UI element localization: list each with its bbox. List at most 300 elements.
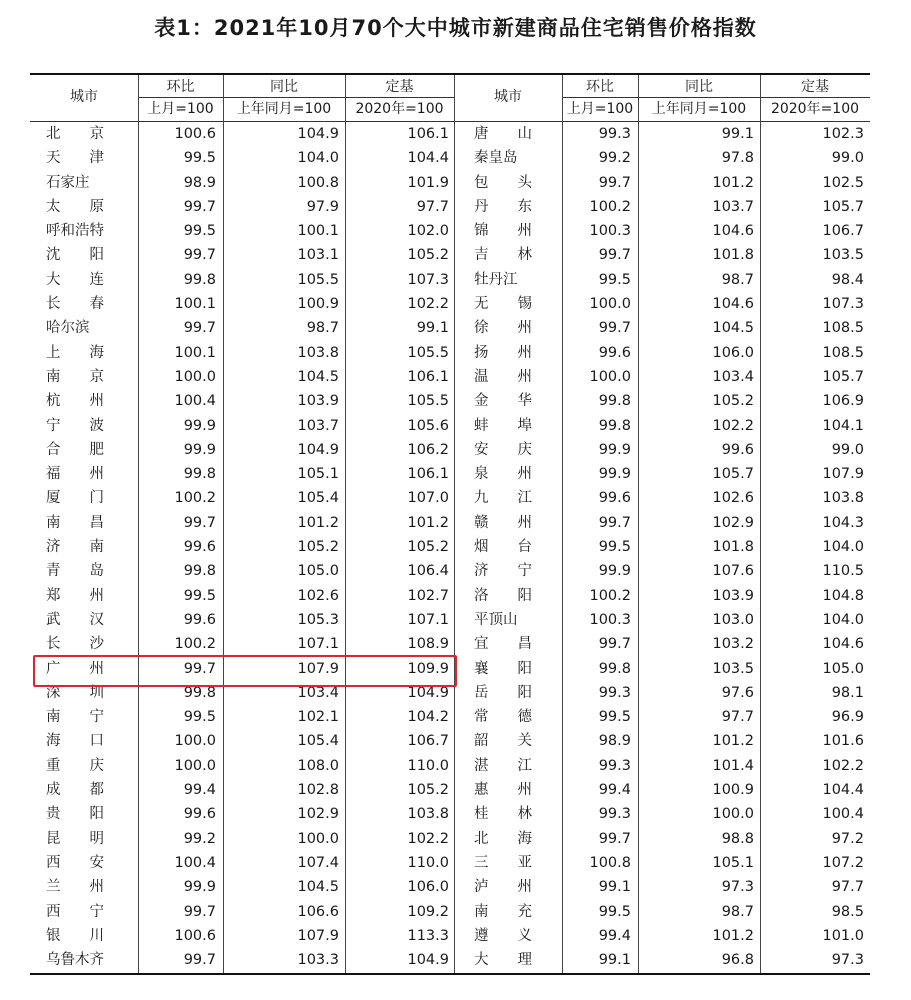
mom-cell-left: 99.7 bbox=[183, 247, 216, 264]
mom-cell-right: 99.3 bbox=[598, 126, 631, 142]
city-cell-right: 温 州 bbox=[474, 368, 532, 385]
base-cell-left: 106.2 bbox=[407, 441, 449, 458]
city-cell-left: 沈 阳 bbox=[46, 247, 104, 264]
yoy-cell-right: 103.5 bbox=[712, 660, 754, 677]
table-row bbox=[30, 900, 870, 924]
table-row bbox=[30, 365, 870, 389]
mom-cell-right: 100.0 bbox=[589, 296, 631, 313]
header-yoy-sub-right: 上年同月=100 bbox=[651, 101, 747, 117]
yoy-cell-right: 101.8 bbox=[712, 247, 754, 264]
base-cell-left: 106.1 bbox=[407, 466, 449, 483]
yoy-cell-left: 104.9 bbox=[297, 441, 339, 458]
base-cell-left: 107.0 bbox=[407, 490, 449, 507]
header-city-left: 城市 bbox=[70, 89, 98, 105]
base-cell-right: 104.4 bbox=[822, 782, 864, 799]
mom-cell-right: 99.7 bbox=[598, 636, 631, 653]
city-cell-left: 上 海 bbox=[46, 344, 104, 361]
mom-cell-right: 99.1 bbox=[598, 952, 631, 969]
base-cell-left: 102.7 bbox=[407, 587, 449, 604]
city-cell-left: 广 州 bbox=[46, 660, 104, 677]
table-row bbox=[30, 122, 870, 146]
yoy-cell-left: 102.1 bbox=[297, 709, 339, 726]
base-cell-right: 107.2 bbox=[822, 854, 864, 871]
base-cell-right: 110.5 bbox=[822, 563, 864, 580]
mom-cell-right: 99.8 bbox=[598, 417, 631, 434]
city-cell-right: 三 亚 bbox=[474, 854, 532, 871]
mom-cell-right: 100.2 bbox=[589, 198, 631, 215]
city-cell-left: 西 宁 bbox=[46, 903, 104, 920]
mom-cell-right: 99.5 bbox=[598, 709, 631, 726]
yoy-cell-right: 107.6 bbox=[712, 563, 754, 580]
mom-cell-left: 99.8 bbox=[183, 563, 216, 580]
city-cell-left: 银 川 bbox=[46, 927, 104, 944]
city-cell-right: 安 庆 bbox=[474, 441, 532, 458]
table-row bbox=[30, 608, 870, 632]
table-body bbox=[30, 122, 870, 972]
header-base-left: 定基 bbox=[385, 79, 414, 95]
base-cell-right: 96.9 bbox=[831, 709, 864, 726]
mom-cell-left: 99.5 bbox=[183, 223, 216, 240]
base-cell-right: 104.0 bbox=[822, 539, 864, 556]
table-row bbox=[30, 875, 870, 899]
base-cell-left: 108.9 bbox=[407, 636, 449, 653]
table-row bbox=[30, 535, 870, 559]
mom-cell-right: 99.3 bbox=[598, 806, 631, 823]
base-cell-left: 105.2 bbox=[407, 782, 449, 799]
yoy-cell-right: 105.2 bbox=[712, 393, 754, 410]
yoy-cell-left: 102.8 bbox=[297, 782, 339, 799]
header-mid-rule-right bbox=[562, 97, 870, 98]
city-cell-left: 呼和浩特 bbox=[46, 223, 104, 240]
base-cell-left: 105.2 bbox=[407, 247, 449, 264]
mom-cell-right: 99.3 bbox=[598, 757, 631, 774]
mom-cell-left: 100.6 bbox=[174, 126, 216, 142]
base-cell-right: 102.5 bbox=[822, 174, 864, 191]
base-cell-left: 105.2 bbox=[407, 539, 449, 556]
header-mom-sub-left: 上月=100 bbox=[147, 101, 214, 117]
mom-cell-left: 100.0 bbox=[174, 368, 216, 385]
city-cell-left: 宁 波 bbox=[46, 417, 104, 434]
city-cell-right: 蚌 埠 bbox=[474, 417, 532, 434]
city-cell-left: 福 州 bbox=[46, 466, 104, 483]
header-city-right: 城市 bbox=[494, 89, 522, 105]
mom-cell-right: 99.9 bbox=[598, 441, 631, 458]
base-cell-left: 110.0 bbox=[407, 854, 449, 871]
yoy-cell-right: 106.0 bbox=[712, 344, 754, 361]
base-cell-right: 105.0 bbox=[822, 660, 864, 677]
mom-cell-left: 100.0 bbox=[174, 733, 216, 750]
yoy-cell-left: 105.4 bbox=[297, 490, 339, 507]
city-cell-left: 海 口 bbox=[46, 733, 104, 750]
table-row bbox=[30, 754, 870, 778]
mom-cell-left: 99.7 bbox=[183, 903, 216, 920]
yoy-cell-right: 103.0 bbox=[712, 611, 754, 628]
city-cell-left: 哈尔滨 bbox=[46, 320, 90, 337]
table-row bbox=[30, 851, 870, 875]
city-cell-left: 长 春 bbox=[46, 296, 104, 313]
yoy-cell-right: 97.8 bbox=[721, 150, 754, 167]
table-row bbox=[30, 341, 870, 365]
base-cell-right: 103.8 bbox=[822, 490, 864, 507]
yoy-cell-left: 107.1 bbox=[297, 636, 339, 653]
city-cell-right: 徐 州 bbox=[474, 320, 532, 337]
table-row bbox=[30, 414, 870, 438]
yoy-cell-right: 101.2 bbox=[712, 174, 754, 191]
city-cell-right: 平顶山 bbox=[474, 611, 518, 628]
city-cell-right: 赣 州 bbox=[474, 514, 532, 531]
city-cell-left: 太 原 bbox=[46, 198, 104, 215]
base-cell-right: 103.5 bbox=[822, 247, 864, 264]
city-cell-right: 金 华 bbox=[474, 393, 532, 410]
city-cell-left: 杭 州 bbox=[46, 393, 104, 410]
mom-cell-left: 99.2 bbox=[183, 830, 216, 847]
base-cell-right: 106.7 bbox=[822, 223, 864, 240]
city-cell-right: 牡丹江 bbox=[474, 271, 518, 288]
base-cell-left: 107.3 bbox=[407, 271, 449, 288]
mom-cell-left: 99.5 bbox=[183, 587, 216, 604]
base-cell-right: 97.3 bbox=[831, 952, 864, 969]
base-cell-left: 102.2 bbox=[407, 296, 449, 313]
city-cell-left: 青 岛 bbox=[46, 563, 104, 580]
table-row bbox=[30, 171, 870, 195]
base-cell-right: 106.9 bbox=[822, 393, 864, 410]
yoy-cell-left: 102.9 bbox=[297, 806, 339, 823]
yoy-cell-left: 104.9 bbox=[297, 126, 339, 142]
city-cell-right: 南 充 bbox=[474, 903, 532, 920]
city-cell-right: 丹 东 bbox=[474, 198, 532, 215]
city-cell-right: 襄 阳 bbox=[474, 660, 532, 677]
base-cell-right: 107.9 bbox=[822, 466, 864, 483]
yoy-cell-left: 103.9 bbox=[297, 393, 339, 410]
city-cell-left: 济 南 bbox=[46, 539, 104, 556]
city-cell-right: 桂 林 bbox=[474, 806, 532, 823]
base-cell-right: 104.0 bbox=[822, 611, 864, 628]
city-cell-right: 惠 州 bbox=[474, 782, 532, 799]
yoy-cell-left: 104.0 bbox=[297, 150, 339, 167]
yoy-cell-left: 104.5 bbox=[297, 368, 339, 385]
yoy-cell-left: 104.5 bbox=[297, 879, 339, 896]
table-row bbox=[30, 316, 870, 340]
header-sub-row bbox=[30, 99, 870, 119]
city-cell-right: 北 海 bbox=[474, 830, 532, 847]
mom-cell-left: 100.4 bbox=[174, 393, 216, 410]
city-cell-left: 昆 明 bbox=[46, 830, 104, 847]
table-row bbox=[30, 729, 870, 753]
header-yoy-left: 同比 bbox=[270, 79, 298, 95]
city-cell-right: 济 宁 bbox=[474, 563, 532, 580]
mom-cell-right: 100.3 bbox=[589, 223, 631, 240]
yoy-cell-right: 98.7 bbox=[721, 271, 754, 288]
city-cell-right: 常 德 bbox=[474, 709, 532, 726]
table-row bbox=[30, 584, 870, 608]
city-cell-right: 秦皇岛 bbox=[474, 150, 518, 167]
mom-cell-left: 100.0 bbox=[174, 757, 216, 774]
mom-cell-right: 99.5 bbox=[598, 539, 631, 556]
header-base-sub-left: 2020年=100 bbox=[355, 101, 444, 117]
city-cell-left: 成 都 bbox=[46, 782, 104, 799]
city-cell-left: 兰 州 bbox=[46, 879, 104, 896]
mom-cell-left: 100.1 bbox=[174, 296, 216, 313]
base-cell-left: 106.4 bbox=[407, 563, 449, 580]
mom-cell-left: 99.5 bbox=[183, 709, 216, 726]
mom-cell-right: 99.7 bbox=[598, 320, 631, 337]
base-cell-left: 101.9 bbox=[407, 174, 449, 191]
mom-cell-left: 99.7 bbox=[183, 514, 216, 531]
mom-cell-left: 99.7 bbox=[183, 198, 216, 215]
base-cell-right: 102.3 bbox=[822, 126, 864, 142]
header-mid-rule-left bbox=[138, 97, 454, 98]
city-cell-right: 泸 州 bbox=[474, 879, 532, 896]
yoy-cell-left: 105.2 bbox=[297, 539, 339, 556]
mom-cell-left: 99.7 bbox=[183, 660, 216, 677]
base-cell-left: 104.4 bbox=[407, 150, 449, 167]
base-cell-left: 106.0 bbox=[407, 879, 449, 896]
mom-cell-right: 100.8 bbox=[589, 854, 631, 871]
table-row bbox=[30, 705, 870, 729]
mom-cell-left: 100.2 bbox=[174, 490, 216, 507]
city-cell-right: 泉 州 bbox=[474, 466, 532, 483]
yoy-cell-left: 108.0 bbox=[297, 757, 339, 774]
city-cell-left: 西 安 bbox=[46, 854, 104, 871]
table-row bbox=[30, 292, 870, 316]
table-row bbox=[30, 948, 870, 972]
city-cell-right: 宜 昌 bbox=[474, 636, 532, 653]
mom-cell-left: 100.2 bbox=[174, 636, 216, 653]
base-cell-left: 97.7 bbox=[416, 198, 449, 215]
city-cell-left: 乌鲁木齐 bbox=[46, 952, 104, 969]
table-row bbox=[30, 632, 870, 656]
base-cell-right: 97.7 bbox=[831, 879, 864, 896]
base-cell-right: 108.5 bbox=[822, 320, 864, 337]
base-cell-left: 109.2 bbox=[407, 903, 449, 920]
base-cell-left: 104.9 bbox=[407, 952, 449, 969]
city-cell-left: 合 肥 bbox=[46, 441, 104, 458]
highlight-box bbox=[33, 655, 457, 687]
mom-cell-left: 99.6 bbox=[183, 539, 216, 556]
base-cell-left: 105.6 bbox=[407, 417, 449, 434]
base-cell-right: 101.0 bbox=[822, 927, 864, 944]
mom-cell-right: 99.7 bbox=[598, 247, 631, 264]
base-cell-right: 104.6 bbox=[822, 636, 864, 653]
city-cell-left: 南 昌 bbox=[46, 514, 104, 531]
base-cell-left: 105.5 bbox=[407, 344, 449, 361]
base-cell-left: 106.7 bbox=[407, 733, 449, 750]
city-cell-right: 扬 州 bbox=[474, 344, 532, 361]
mom-cell-right: 99.9 bbox=[598, 466, 631, 483]
city-cell-left: 石家庄 bbox=[46, 174, 90, 191]
mom-cell-left: 100.4 bbox=[174, 854, 216, 871]
yoy-cell-right: 104.6 bbox=[712, 223, 754, 240]
table-row bbox=[30, 559, 870, 583]
mom-cell-right: 99.9 bbox=[598, 563, 631, 580]
yoy-cell-left: 105.1 bbox=[297, 466, 339, 483]
city-cell-left: 厦 门 bbox=[46, 490, 104, 507]
yoy-cell-left: 100.0 bbox=[297, 830, 339, 847]
base-cell-left: 110.0 bbox=[407, 757, 449, 774]
city-cell-right: 岳 阳 bbox=[474, 684, 532, 701]
yoy-cell-right: 97.7 bbox=[721, 709, 754, 726]
base-cell-right: 98.4 bbox=[831, 271, 864, 288]
yoy-cell-left: 100.8 bbox=[297, 174, 339, 191]
base-cell-right: 99.0 bbox=[831, 441, 864, 458]
mom-cell-left: 99.5 bbox=[183, 150, 216, 167]
table-row bbox=[30, 219, 870, 243]
city-cell-right: 吉 林 bbox=[474, 247, 532, 264]
city-cell-left: 深 圳 bbox=[46, 684, 104, 701]
base-cell-right: 104.1 bbox=[822, 417, 864, 434]
base-cell-left: 109.9 bbox=[407, 660, 449, 677]
mom-cell-left: 99.7 bbox=[183, 320, 216, 337]
table-row bbox=[30, 802, 870, 826]
yoy-cell-left: 100.1 bbox=[297, 223, 339, 240]
yoy-cell-left: 102.6 bbox=[297, 587, 339, 604]
header-top-row bbox=[30, 77, 870, 97]
bottom-rule bbox=[30, 973, 870, 975]
mom-cell-right: 100.3 bbox=[589, 611, 631, 628]
table-row bbox=[30, 268, 870, 292]
mom-cell-right: 100.0 bbox=[589, 368, 631, 385]
city-cell-right: 大 理 bbox=[474, 952, 532, 969]
city-cell-right: 九 江 bbox=[474, 490, 532, 507]
yoy-cell-left: 105.4 bbox=[297, 733, 339, 750]
base-cell-left: 105.5 bbox=[407, 393, 449, 410]
mom-cell-right: 99.6 bbox=[598, 344, 631, 361]
mom-cell-left: 99.8 bbox=[183, 271, 216, 288]
city-cell-right: 烟 台 bbox=[474, 539, 532, 556]
mom-cell-left: 100.1 bbox=[174, 344, 216, 361]
yoy-cell-left: 100.9 bbox=[297, 296, 339, 313]
city-cell-left: 大 连 bbox=[46, 271, 104, 288]
base-cell-left: 102.2 bbox=[407, 830, 449, 847]
header-mom-sub-right: 上月=100 bbox=[566, 101, 634, 117]
yoy-cell-right: 97.6 bbox=[721, 684, 754, 701]
base-cell-right: 98.5 bbox=[831, 903, 864, 920]
mom-cell-right: 99.3 bbox=[598, 684, 631, 701]
city-cell-left: 天 津 bbox=[46, 150, 104, 167]
table-row bbox=[30, 243, 870, 267]
mom-cell-right: 99.2 bbox=[598, 150, 631, 167]
mom-cell-right: 98.9 bbox=[598, 733, 631, 750]
table-row bbox=[30, 827, 870, 851]
mom-cell-left: 99.9 bbox=[183, 441, 216, 458]
base-cell-right: 104.3 bbox=[822, 514, 864, 531]
mom-cell-left: 99.8 bbox=[183, 684, 216, 701]
base-cell-right: 104.8 bbox=[822, 587, 864, 604]
yoy-cell-right: 96.8 bbox=[721, 952, 754, 969]
yoy-cell-right: 98.8 bbox=[721, 830, 754, 847]
city-cell-right: 包 头 bbox=[474, 174, 532, 191]
table-row bbox=[30, 778, 870, 802]
yoy-cell-right: 102.6 bbox=[712, 490, 754, 507]
mom-cell-left: 99.6 bbox=[183, 611, 216, 628]
mom-cell-left: 99.4 bbox=[183, 782, 216, 799]
city-cell-left: 南 宁 bbox=[46, 709, 104, 726]
mom-cell-right: 99.7 bbox=[598, 830, 631, 847]
city-cell-left: 武 汉 bbox=[46, 611, 104, 628]
yoy-cell-left: 101.2 bbox=[297, 514, 339, 531]
city-cell-right: 锦 州 bbox=[474, 223, 532, 240]
header-yoy-sub-left: 上年同月=100 bbox=[236, 101, 332, 117]
city-cell-left: 北 京 bbox=[46, 126, 104, 142]
yoy-cell-right: 101.2 bbox=[712, 733, 754, 750]
table-row bbox=[30, 511, 870, 535]
base-cell-left: 107.1 bbox=[407, 611, 449, 628]
mom-cell-right: 99.6 bbox=[598, 490, 631, 507]
base-cell-right: 98.1 bbox=[831, 684, 864, 701]
mom-cell-right: 99.1 bbox=[598, 879, 631, 896]
header-base-right: 定基 bbox=[801, 79, 829, 95]
table-row bbox=[30, 924, 870, 948]
header-yoy-right: 同比 bbox=[685, 79, 713, 95]
city-cell-right: 韶 关 bbox=[474, 733, 532, 750]
yoy-cell-right: 102.9 bbox=[712, 514, 754, 531]
yoy-cell-right: 101.8 bbox=[712, 539, 754, 556]
mom-cell-right: 99.7 bbox=[598, 174, 631, 191]
yoy-cell-left: 107.9 bbox=[297, 660, 339, 677]
mom-cell-right: 100.2 bbox=[589, 587, 631, 604]
yoy-cell-right: 101.4 bbox=[712, 757, 754, 774]
base-cell-left: 104.2 bbox=[407, 709, 449, 726]
yoy-cell-right: 102.2 bbox=[712, 417, 754, 434]
table-title: 表1：2021年10月70个大中城市新建商品住宅销售价格指数 bbox=[154, 16, 757, 40]
city-cell-left: 南 京 bbox=[46, 368, 104, 385]
base-cell-left: 102.0 bbox=[407, 223, 449, 240]
city-cell-right: 洛 阳 bbox=[474, 587, 532, 604]
mom-cell-left: 100.6 bbox=[174, 927, 216, 944]
mom-cell-right: 99.4 bbox=[598, 927, 631, 944]
yoy-cell-left: 103.7 bbox=[297, 417, 339, 434]
city-cell-right: 无 锡 bbox=[474, 296, 532, 313]
city-cell-left: 贵 阳 bbox=[46, 806, 104, 823]
yoy-cell-left: 106.6 bbox=[297, 903, 339, 920]
yoy-cell-right: 97.3 bbox=[721, 879, 754, 896]
base-cell-left: 113.3 bbox=[407, 927, 449, 944]
table-row bbox=[30, 486, 870, 510]
yoy-cell-left: 105.0 bbox=[297, 563, 339, 580]
yoy-cell-left: 107.9 bbox=[297, 927, 339, 944]
table-row bbox=[30, 438, 870, 462]
mom-cell-left: 99.9 bbox=[183, 879, 216, 896]
base-cell-left: 106.1 bbox=[407, 368, 449, 385]
yoy-cell-left: 103.1 bbox=[297, 247, 339, 264]
base-cell-right: 105.7 bbox=[822, 198, 864, 215]
yoy-cell-left: 107.4 bbox=[297, 854, 339, 871]
city-cell-right: 湛 江 bbox=[474, 757, 532, 774]
yoy-cell-left: 103.3 bbox=[297, 952, 339, 969]
base-cell-left: 99.1 bbox=[416, 320, 449, 337]
base-cell-left: 103.8 bbox=[407, 806, 449, 823]
base-cell-left: 104.9 bbox=[407, 684, 449, 701]
mom-cell-right: 99.4 bbox=[598, 782, 631, 799]
base-cell-right: 102.2 bbox=[822, 757, 864, 774]
city-cell-right: 唐 山 bbox=[474, 126, 532, 142]
yoy-cell-left: 103.4 bbox=[297, 684, 339, 701]
mom-cell-right: 99.8 bbox=[598, 660, 631, 677]
city-cell-right: 遵 义 bbox=[474, 927, 532, 944]
mom-cell-right: 99.8 bbox=[598, 393, 631, 410]
table-row bbox=[30, 462, 870, 486]
mom-cell-left: 98.9 bbox=[183, 174, 216, 191]
mom-cell-right: 99.5 bbox=[598, 903, 631, 920]
base-cell-right: 105.7 bbox=[822, 368, 864, 385]
yoy-cell-right: 103.9 bbox=[712, 587, 754, 604]
yoy-cell-left: 105.3 bbox=[297, 611, 339, 628]
base-cell-right: 99.0 bbox=[831, 150, 864, 167]
mom-cell-left: 99.9 bbox=[183, 417, 216, 434]
yoy-cell-right: 99.6 bbox=[721, 441, 754, 458]
yoy-cell-right: 103.2 bbox=[712, 636, 754, 653]
header-base-sub-right: 2020年=100 bbox=[770, 101, 860, 117]
